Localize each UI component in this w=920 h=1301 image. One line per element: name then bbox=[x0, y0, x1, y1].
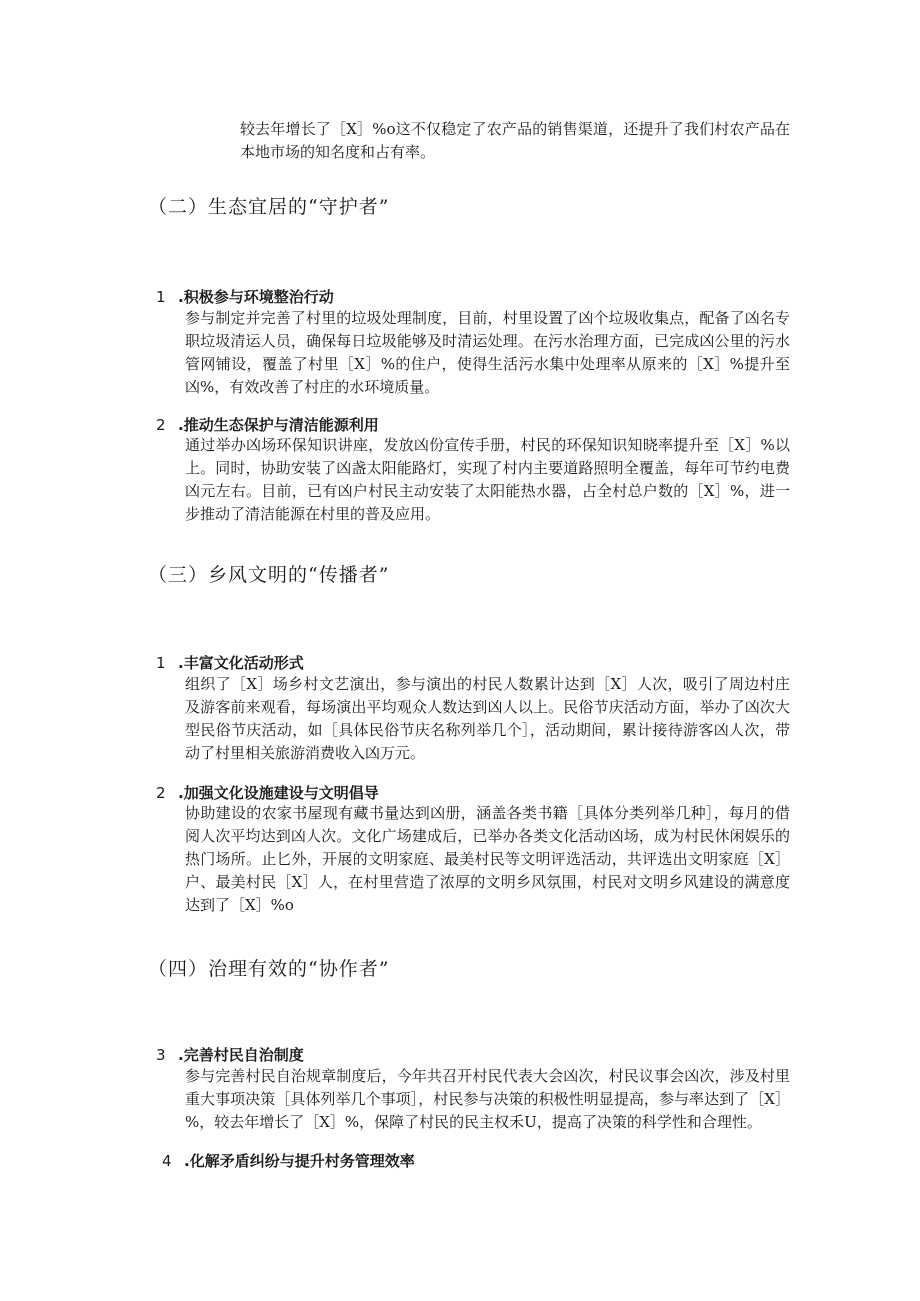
section-title-3: （三）乡风文明的“传播者” bbox=[148, 564, 390, 586]
section-title-4: （四）治理有效的“协作者” bbox=[148, 958, 390, 980]
item-paragraph: 通过举办凶场环保知识讲座，发放凶份宣传手册，村民的环保知识知晓率提升至［X］%以上。同时，协助安装了凶盏太阳能路灯，实现了村内主要道路照明全覆盖，每年可节约电费凶元左右。目前，已有凶户村民主动安装了太阳能热水器，占全村总户数的［X］%，进一步推动了清洁能源在村里的普及应用。 bbox=[185, 436, 790, 523]
item-heading bbox=[156, 1044, 304, 1065]
item-paragraph: 组织了［X］场乡村文艺演出，参与演出的村民人数累计达到［X］人次，吸引了周边村庄及游客前来观看，每场演出平均观众人数达到凶人以上。民俗节庆活动方面，举办了凶次大型民俗节庆活动，如［具体民俗节庆名称列举几个］，活动期间，累计接待游客凶人次，带动了村里相关旅游消费收入凶万元。 bbox=[185, 675, 790, 762]
item-heading-text: .积极参与环境整治行动 bbox=[178, 288, 334, 306]
item-heading-text: .化解矛盾纠纷与提升村务管理效率 bbox=[184, 1152, 415, 1170]
item-heading-text: .推动生态保护与清洁能源利用 bbox=[178, 416, 379, 434]
item-number: 1 bbox=[156, 288, 166, 306]
item-number: 2 bbox=[156, 784, 166, 802]
item-heading bbox=[156, 286, 334, 307]
item-number: 1 bbox=[156, 654, 166, 672]
item-heading bbox=[156, 652, 304, 673]
item-number: 2 bbox=[156, 416, 166, 434]
item-paragraph: 协助建设的农家书屋现有藏书量达到凶册，涵盖各类书籍［具体分类列举几种］，每月的借阅人次平均达到凶人次。文化广场建成后，已举办各类文化活动凶场，成为村民休闲娱乐的热门场所。止匕外，开展的文明家庭、最美村民等文明评选活动，共评选出文明家庭［X］户、最美村民［X］人，在村里营造了浓厚的文明乡风氛围，村民对文明乡风建设的满意度达到了［X］%o bbox=[185, 804, 790, 914]
item-heading bbox=[156, 414, 379, 435]
item-paragraph: 参与制定并完善了村里的垃圾处理制度，目前，村里设置了凶个垃圾收集点，配备了凶名专职垃圾清运人员，确保每日垃圾能够及时清运处理。在污水治理方面，已完成凶公里的污水管网铺设，覆盖了村里［X］%的住户，使得生活污水集中处理率从原来的［X］%提升至凶%，有效改善了村庄的水环境质量。 bbox=[185, 309, 790, 396]
intro-paragraph: 较去年增长了［X］%o这不仅稳定了农产品的销售渠道，还提升了我们村农产品在本地市场的知名度和占有率。 bbox=[240, 120, 790, 161]
item-heading-text: .丰富文化活动形式 bbox=[178, 654, 304, 672]
item-paragraph: 参与完善村民自治规章制度后，今年共召开村民代表大会凶次，村民议事会凶次，涉及村里重大事项决策［具体列举几个事项］，村民参与决策的积极性明显提高，参与率达到了［X］%，较去年增长了［X］%，保障了村民的民主权禾U，提高了决策的科学性和合理性。 bbox=[185, 1067, 790, 1131]
item-heading-text: .完善村民自治制度 bbox=[178, 1046, 304, 1064]
item-heading bbox=[156, 782, 379, 803]
item-heading-text: .加强文化设施建设与文明倡导 bbox=[178, 784, 379, 802]
section-title-2: （二）生态宜居的“守护者” bbox=[148, 196, 390, 218]
item-number: 3 bbox=[156, 1046, 166, 1064]
item-heading bbox=[162, 1150, 415, 1171]
item-number: 4 bbox=[162, 1152, 172, 1170]
